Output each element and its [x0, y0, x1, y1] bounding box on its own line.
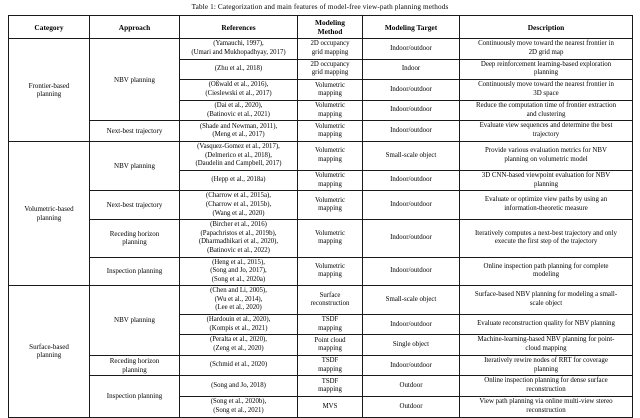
modeling-method-line-1: Volumetric	[314, 262, 346, 270]
cell-modeling-target: Outdoor	[363, 397, 460, 418]
description-line-1: Continuously move toward the nearest frontier in	[478, 40, 614, 47]
cell-approach	[90, 39, 180, 121]
reference-line-1: (Hardouin et al., 2020),	[206, 316, 271, 324]
modeling-method-line-2: mapping	[318, 365, 342, 373]
cell-modeling-target: Outdoor	[363, 376, 460, 397]
description-line-1: Continuously move toward the nearest frontier in	[478, 81, 614, 89]
cell-modeling-target: Indoor/outdoor	[363, 100, 460, 121]
cell-modeling-target: Indoor/outdoor	[363, 170, 460, 191]
category-name-line-2: planning	[36, 89, 62, 98]
modeling-method-line-1: Volumetric	[314, 172, 346, 180]
description-line-1: Reduce the computation time of frontier extraction	[475, 101, 617, 109]
description-line-1: Provide various evaluation metrics for NBV	[485, 147, 607, 155]
comparison-table	[8, 15, 633, 418]
cell-approach	[90, 141, 180, 190]
column-header-category: Category	[9, 16, 90, 39]
cell-modeling-method	[298, 39, 363, 60]
cell-modeling-target: Single object	[363, 335, 460, 356]
modeling-method-line-2: mapping	[318, 386, 342, 394]
cell-approach	[90, 355, 180, 376]
description-line-1: Iteratively rewire nodes of RRT for coverage	[484, 356, 608, 364]
modeling-method-line-2: mapping	[318, 271, 342, 279]
cell-description	[460, 121, 633, 142]
cell-approach	[90, 121, 180, 142]
reference-line-2: (Umari and Mukhopadhyay, 2017)	[191, 48, 286, 56]
cell-references	[180, 257, 298, 286]
cell-references	[180, 191, 298, 220]
cell-description	[460, 376, 633, 397]
reference-line-1: (Dai et al., 2020),	[214, 101, 263, 109]
reference-line-1: (Heng et al., 2015),	[212, 258, 265, 266]
modeling-method-line-1: Point cloud	[314, 336, 346, 344]
approach-name-line-1: Inspection planning	[106, 267, 163, 276]
reference-line-2: (Kompis et al., 2021)	[209, 324, 268, 332]
cell-approach	[90, 286, 180, 356]
reference-line-3: (Song et al., 2020a)	[211, 275, 266, 283]
modeling-method-line-2: mapping	[318, 324, 342, 332]
description-line-1: Online inspection path planning for complete	[483, 262, 609, 270]
column-header-modeling-method	[298, 16, 363, 39]
modeling-method-line-1: Surface	[319, 291, 341, 299]
cell-modeling-method	[298, 315, 363, 335]
cell-modeling-target: Small-scale object	[363, 286, 460, 315]
reference-line-1: (Shade and Newman, 2011),	[199, 122, 278, 130]
description-line-1: Machine-learning-based NBV planning for point-	[477, 336, 615, 344]
cell-references	[180, 220, 298, 257]
modeling-method-line-1: TSDF	[321, 377, 339, 385]
description-line-2: information-theoretic measure	[504, 205, 588, 213]
cell-modeling-method	[298, 397, 363, 418]
table-row	[9, 376, 633, 397]
description-line-2: and clustering	[526, 110, 566, 118]
reference-line-2: (Song et al., 2021)	[213, 406, 264, 414]
reference-line-1: (Song et al., 2020b),	[210, 398, 267, 406]
description-line-1: View path planning via online multi-view stereo	[479, 398, 613, 406]
table-row	[9, 286, 633, 315]
cell-modeling-method	[298, 355, 363, 376]
column-header-modeling-target: Modeling Target	[363, 16, 460, 39]
category-name-line-2: planning	[36, 213, 62, 222]
category-name-line-1: Frontier-based	[28, 81, 70, 90]
description-line-2: 2D grid map	[528, 48, 564, 56]
cell-modeling-method	[298, 220, 363, 257]
reference-line-2: (Song and Jo, 2017),	[210, 267, 267, 275]
modeling-method-line-2: grid mapping	[311, 48, 349, 56]
description-line-2: execute the first step of the trajectory	[494, 238, 598, 246]
reference-line-1: (Vasquez-Gomez et al., 2017),	[197, 142, 280, 150]
cell-modeling-target: Indoor/outdoor	[363, 257, 460, 286]
description-line-1: Deep reinforcement learning-based exploration	[480, 60, 612, 68]
cell-references	[180, 170, 298, 191]
modeling-method-line-2: grid mapping	[311, 69, 349, 77]
cell-description	[460, 355, 633, 376]
cell-modeling-method	[298, 286, 363, 315]
cell-description	[460, 191, 633, 220]
cell-description	[460, 335, 633, 356]
cell-modeling-method	[298, 121, 363, 142]
reference-line-2: (Cieslewski et al., 2017)	[205, 89, 272, 97]
cell-references	[180, 121, 298, 142]
description-line-2: modeling	[532, 271, 560, 279]
category-name-line-1: Volumetric-based	[24, 205, 74, 214]
modeling-method-line-2: mapping	[318, 89, 342, 97]
reference-line-1: (Charrow et al., 2015a),	[206, 192, 271, 200]
table-row	[9, 191, 633, 220]
cell-description	[460, 170, 633, 191]
table-row	[9, 141, 633, 170]
modeling-method-line-1: Volumetric	[314, 229, 346, 237]
table-row	[9, 39, 633, 60]
column-header-approach: Approach	[90, 16, 180, 39]
description-line-2: cloud mapping	[525, 345, 567, 353]
modeling-method-line-1: 2D occupancy	[310, 60, 350, 68]
cell-modeling-target: Indoor/outdoor	[363, 315, 460, 335]
reference-line-1: (Hepp et al., 2018a)	[211, 176, 266, 184]
category-name-line-2: planning	[36, 351, 62, 360]
cell-description	[460, 257, 633, 286]
modeling-method-line-2: reconstruction	[310, 300, 350, 308]
cell-approach	[90, 257, 180, 286]
cell-modeling-method	[298, 141, 363, 170]
cell-modeling-method	[298, 257, 363, 286]
approach-name-line-1: Inspection planning	[106, 392, 163, 401]
modeling-method-line-1: Volumetric	[314, 102, 346, 110]
cell-description	[460, 220, 633, 257]
cell-references	[180, 335, 298, 356]
reference-line-4: (Batinovic et al., 2022)	[207, 246, 270, 254]
description-line-1: Iteratively computes a next-best trajectory and only	[475, 229, 617, 237]
header-line-1: Modeling	[315, 18, 345, 27]
cell-category	[9, 286, 90, 417]
cell-description	[460, 141, 633, 170]
modeling-method-line-2: mapping	[318, 238, 342, 246]
cell-modeling-target: Indoor	[363, 59, 460, 80]
approach-name-line-1: Receding horizon	[109, 230, 160, 239]
cell-references	[180, 141, 298, 170]
modeling-method-line-2: mapping	[318, 345, 342, 353]
approach-name-line-2: planning	[122, 238, 147, 247]
reference-line-2: (Delmerico et al., 2018),	[205, 151, 272, 159]
description-line-2: reconstruction	[526, 386, 566, 394]
cell-description	[460, 100, 633, 121]
table-row	[9, 220, 633, 257]
modeling-method-line-2: mapping	[318, 155, 342, 163]
table-row	[9, 257, 633, 286]
table-body	[9, 39, 633, 418]
reference-line-3: (Wang et al., 2020)	[212, 209, 265, 217]
reference-line-3: (Dharmadhikari et al., 2020),	[198, 238, 279, 246]
cell-modeling-method	[298, 376, 363, 397]
cell-references	[180, 59, 298, 80]
table-container	[8, 15, 632, 418]
description-line-2: trajectory	[532, 131, 560, 139]
cell-modeling-method	[298, 335, 363, 356]
reference-line-2: (Charrow et al., 2015b),	[205, 200, 272, 208]
modeling-method-line-1: TSDF	[321, 357, 339, 365]
cell-modeling-target: Indoor/outdoor	[363, 191, 460, 220]
cell-approach	[90, 376, 180, 417]
cell-description	[460, 397, 633, 418]
reference-line-1: (Bircher et al., 2016)	[210, 221, 267, 229]
approach-name-line-1: NBV planning	[114, 162, 155, 171]
description-line-2: planning on volumetric model	[504, 155, 588, 163]
approach-name-line-1: NBV planning	[114, 316, 155, 325]
modeling-method-line-1: MVS	[322, 402, 338, 410]
cell-modeling-target: Indoor/outdoor	[363, 220, 460, 257]
reference-line-3: (Lee et al., 2020)	[215, 304, 262, 312]
description-line-1: Online inspection planning for dense surface	[484, 377, 608, 385]
description-line-1: 3D CNN-based viewpoint evaluation for NBV	[481, 171, 611, 179]
table-caption: Table 1: Categorization and main features of model-free view-path planning methods	[191, 3, 449, 11]
reference-line-2: (Wu et al., 2014),	[214, 295, 263, 303]
cell-references	[180, 376, 298, 397]
modeling-method-line-1: Volumetric	[314, 196, 346, 204]
description-line-2: scale object	[529, 300, 563, 308]
modeling-method-line-2: mapping	[318, 131, 342, 139]
modeling-method-line-1: TSDF	[321, 316, 339, 324]
reference-line-1: (Zhu et al., 2018)	[214, 65, 263, 73]
cell-description	[460, 286, 633, 315]
cell-description	[460, 59, 633, 80]
description-line-1: Evaluate reconstruction quality for NBV planning	[477, 320, 615, 328]
cell-modeling-method	[298, 191, 363, 220]
reference-line-1: (Schmid et al., 2020)	[209, 361, 268, 369]
cell-modeling-method	[298, 100, 363, 121]
cell-references	[180, 80, 298, 101]
cell-description	[460, 315, 633, 335]
table-row	[9, 355, 633, 376]
cell-modeling-target: Indoor/outdoor	[363, 39, 460, 60]
reference-line-3: (Daudelin and Campbell, 2017)	[195, 160, 282, 168]
description-line-1: Evaluate or optimize view paths by using an	[484, 196, 608, 204]
reference-line-1: (Song and Jo, 2018)	[211, 381, 266, 389]
approach-name-line-1: NBV planning	[114, 75, 155, 84]
description-line-1: Evaluate view sequences and determine the best	[479, 122, 613, 130]
table-row	[9, 121, 633, 142]
cell-references	[180, 286, 298, 315]
cell-modeling-target: Indoor/outdoor	[363, 355, 460, 376]
reference-line-1: (Yamauchi, 1997),	[213, 40, 264, 48]
header-row	[9, 16, 633, 39]
reference-line-2: (Papachristos et al., 2019b),	[200, 229, 277, 237]
modeling-method-line-2: mapping	[318, 205, 342, 213]
reference-line-1: (Oßwald et al., 2016),	[208, 81, 269, 89]
cell-references	[180, 355, 298, 376]
description-line-2: planning	[533, 365, 559, 373]
description-line-2: planning	[533, 69, 559, 77]
table-header	[9, 16, 633, 39]
modeling-method-line-1: Volumetric	[314, 122, 346, 130]
column-header-description: Description	[460, 16, 633, 39]
cell-modeling-target: Indoor/outdoor	[363, 80, 460, 101]
modeling-method-line-1: 2D occupancy	[310, 40, 350, 48]
cell-approach	[90, 220, 180, 257]
modeling-method-line-1: Volumetric	[314, 147, 346, 155]
cell-description	[460, 80, 633, 101]
cell-approach	[90, 191, 180, 220]
cell-category	[9, 141, 90, 285]
reference-line-2: (Meng et al., 2017)	[212, 131, 265, 139]
header-line-2: Method	[317, 27, 343, 36]
approach-name-line-1: Next-best trajectory	[106, 201, 163, 210]
description-line-2: reconstruction	[526, 406, 566, 414]
modeling-method-line-1: Volumetric	[314, 81, 346, 89]
cell-references	[180, 315, 298, 335]
reference-line-1: (Chen and Li, 2005),	[210, 287, 267, 295]
description-line-2: 3D space	[533, 89, 559, 97]
cell-references	[180, 39, 298, 60]
reference-line-2: (Zeng et al., 2020)	[213, 345, 264, 353]
description-line-2: planning	[533, 180, 559, 188]
category-name-line-1: Surface-based	[29, 343, 69, 352]
modeling-method-line-2: mapping	[318, 110, 342, 118]
modeling-method-line-2: mapping	[318, 180, 342, 188]
cell-references	[180, 100, 298, 121]
cell-modeling-method	[298, 80, 363, 101]
cell-modeling-method	[298, 170, 363, 191]
reference-line-1: (Peralta et al., 2020),	[210, 336, 267, 344]
reference-line-2: (Batinovic et al., 2021)	[207, 110, 270, 118]
cell-category	[9, 39, 90, 142]
description-line-1: Surface-based NBV planning for modeling a small-	[474, 291, 618, 299]
cell-references	[180, 397, 298, 418]
approach-name-line-2: planning	[122, 365, 147, 374]
cell-description	[460, 39, 633, 60]
cell-modeling-target: Small-scale object	[363, 141, 460, 170]
approach-name-line-1: Next-best trajectory	[106, 127, 163, 136]
approach-name-line-1: Receding horizon	[109, 357, 160, 366]
column-header-references: References	[180, 16, 298, 39]
cell-modeling-method	[298, 59, 363, 80]
cell-modeling-target: Indoor/outdoor	[363, 121, 460, 142]
